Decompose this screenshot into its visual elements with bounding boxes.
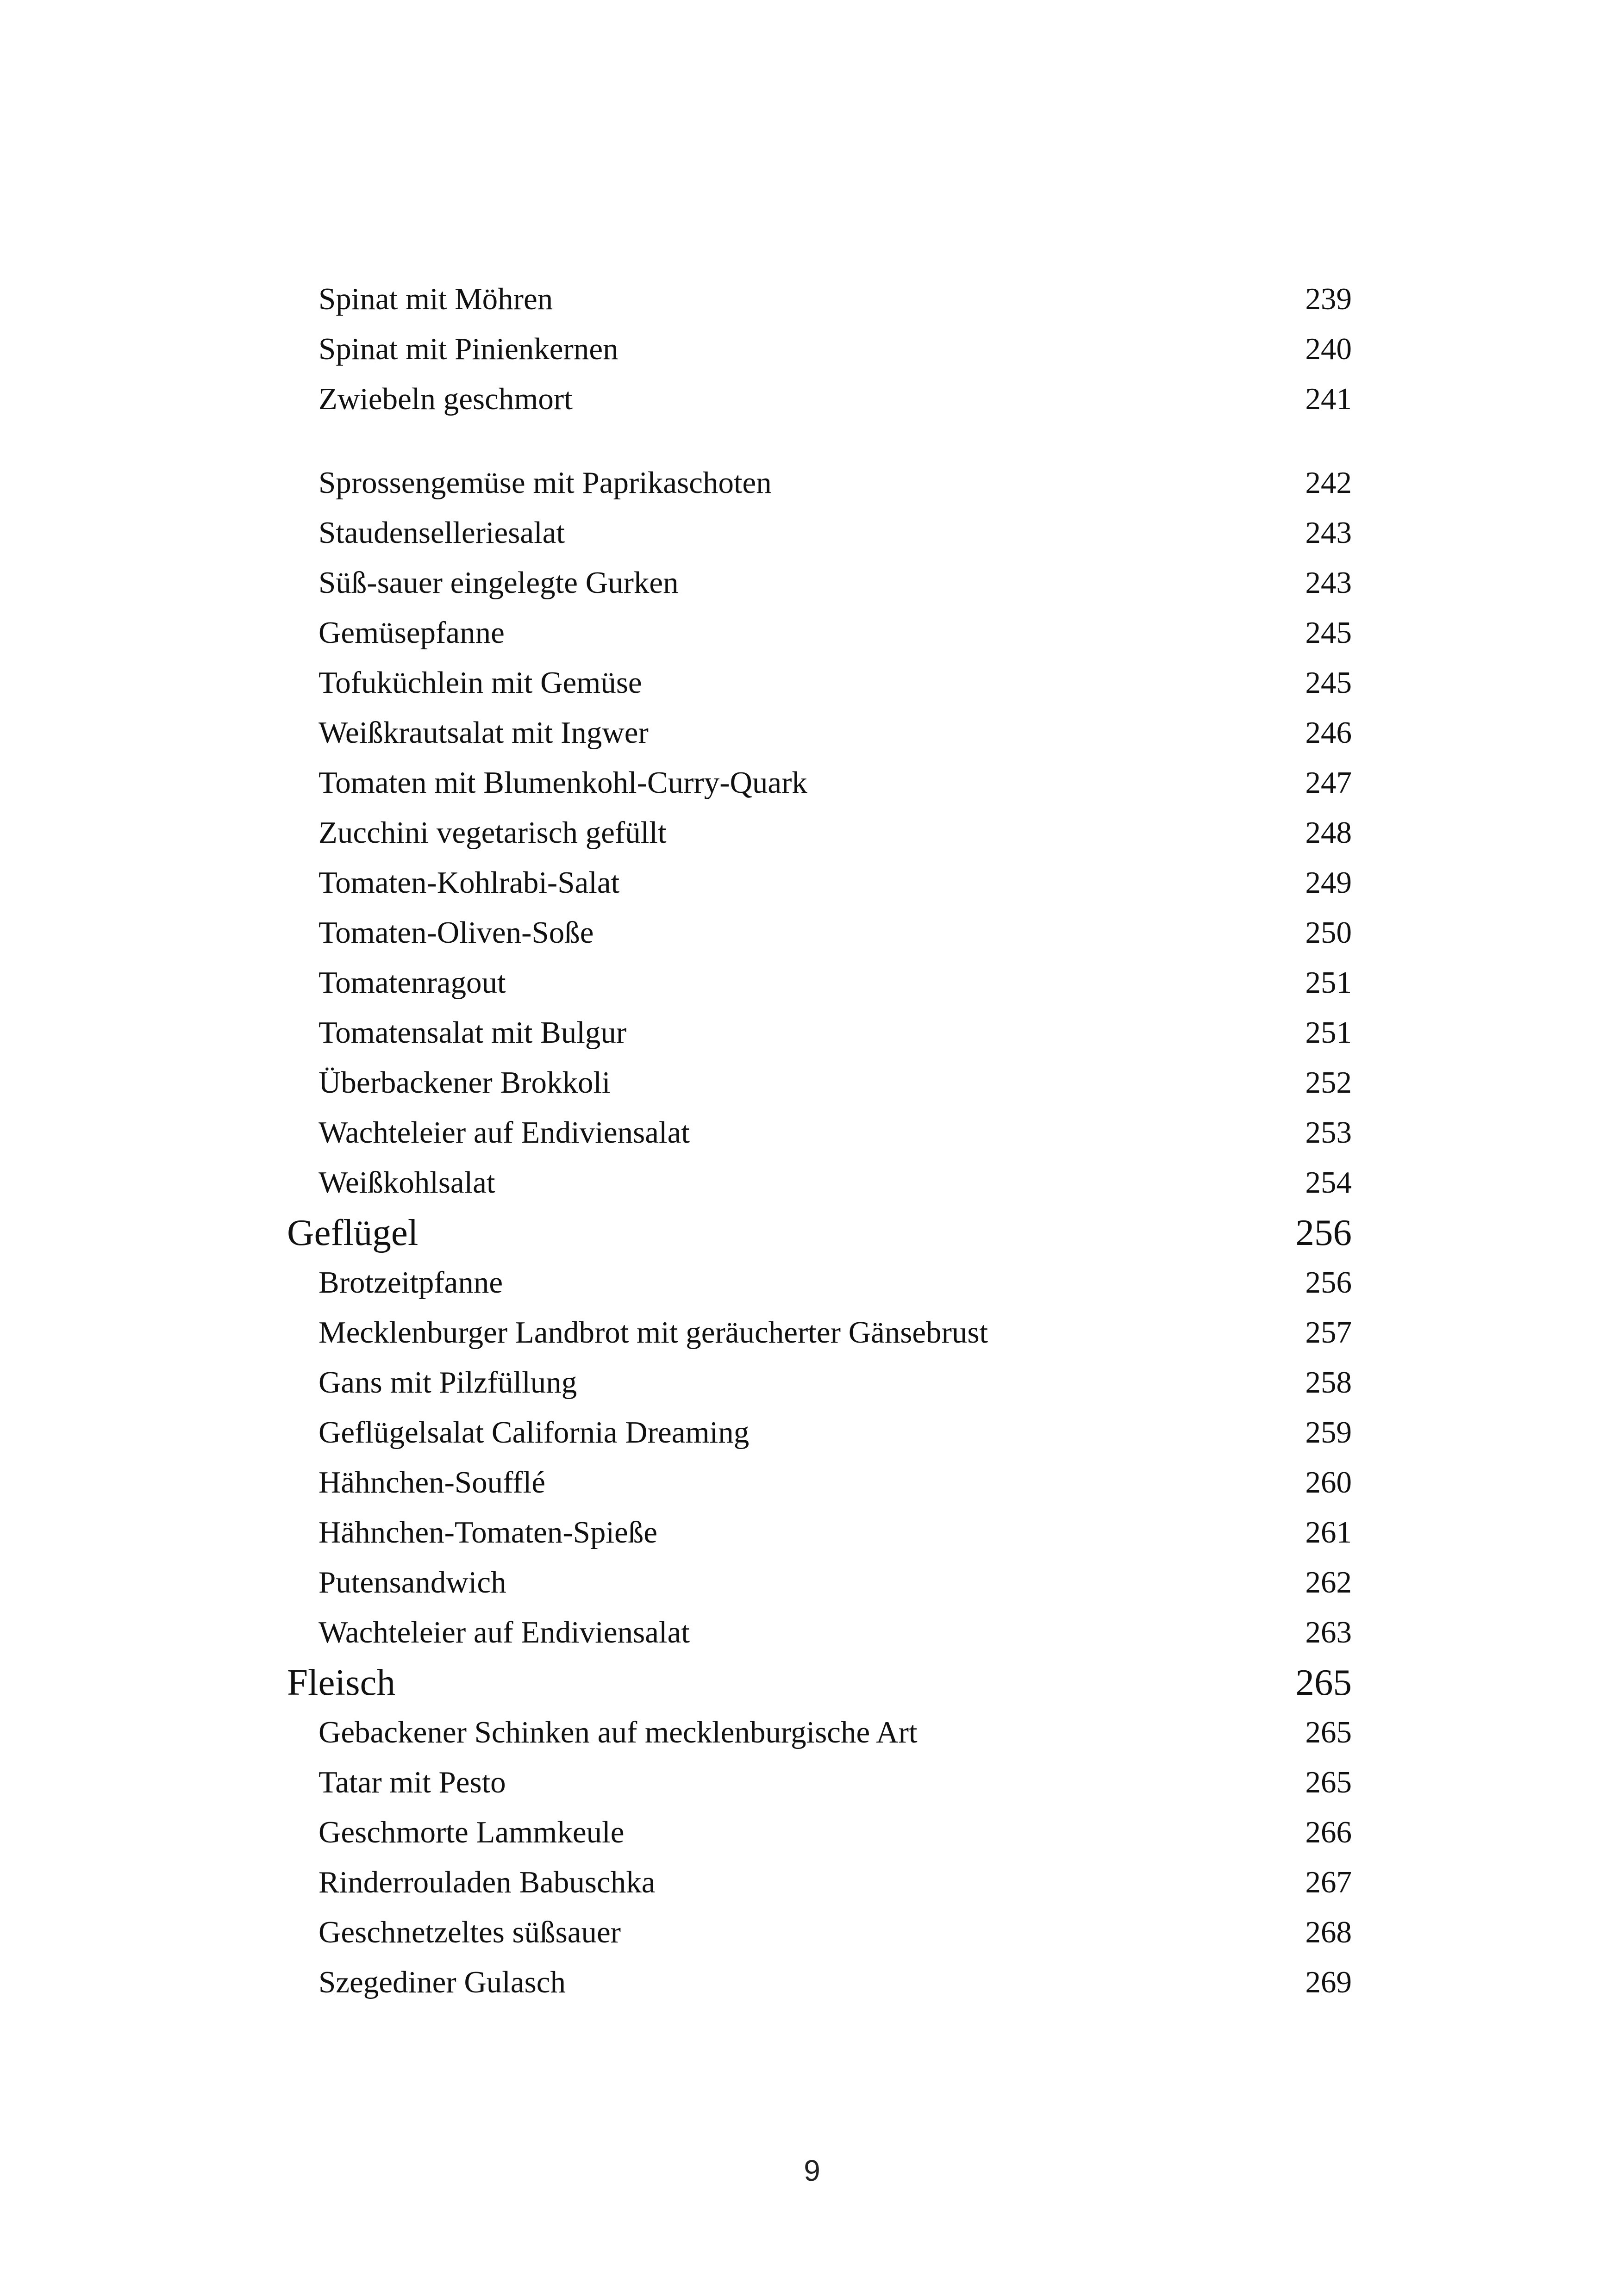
toc-entry <box>287 908 1352 958</box>
toc-entry-page: 256 <box>1305 1265 1352 1300</box>
toc-entry-page: 241 <box>1305 382 1352 416</box>
toc-entry-title: Tomaten-Oliven-Soße <box>319 915 594 950</box>
toc-entry-page: 266 <box>1305 1815 1352 1849</box>
toc-entry-title: Putensandwich <box>319 1565 506 1599</box>
toc-entry-page: 240 <box>1305 332 1352 366</box>
toc-entry-page: 250 <box>1305 915 1352 950</box>
toc-section-heading <box>287 1207 1352 1257</box>
toc-entry-page: 267 <box>1305 1865 1352 1899</box>
toc-entry-page: 242 <box>1305 466 1352 500</box>
toc-entry <box>287 324 1352 374</box>
toc-entry-title: Tofuküchlein mit Gemüse <box>319 666 642 700</box>
toc-entry <box>287 1557 1352 1607</box>
toc-entry <box>287 1957 1352 2007</box>
toc-entry-title: Geflügelsalat California Dreaming <box>319 1415 750 1450</box>
toc-entry <box>287 1357 1352 1407</box>
toc-entry <box>287 274 1352 324</box>
toc-entry-title: Tomatenragout <box>319 965 506 1000</box>
toc-entry <box>287 1008 1352 1058</box>
toc-entry-page: 246 <box>1305 716 1352 750</box>
toc-entry <box>287 958 1352 1008</box>
toc-entry <box>287 1108 1352 1157</box>
toc-entry-page: 263 <box>1305 1615 1352 1649</box>
toc-entry-title: Geschnetzeltes süßsauer <box>319 1915 621 1949</box>
toc-entry <box>287 1907 1352 1957</box>
toc-entry-page: 243 <box>1305 566 1352 600</box>
toc-entry <box>287 374 1352 424</box>
page-number: 9 <box>804 2154 820 2187</box>
toc-entry <box>287 1058 1352 1108</box>
table-of-contents <box>287 274 1352 2007</box>
toc-entry <box>287 708 1352 758</box>
toc-entry-page: 265 <box>1305 1765 1352 1799</box>
toc-entry-page: 249 <box>1305 865 1352 900</box>
toc-entry-page: 252 <box>1305 1065 1352 1100</box>
toc-entry-page: 243 <box>1305 516 1352 550</box>
toc-entry-title: Gemüsepfanne <box>319 616 505 650</box>
toc-entry-page: 258 <box>1305 1365 1352 1400</box>
toc-entry <box>287 758 1352 808</box>
toc-entry-title: Überbackener Brokkoli <box>319 1065 611 1100</box>
toc-entry-title: Hähnchen-Tomaten-Spieße <box>319 1515 658 1549</box>
toc-entry-title: Spinat mit Pinienkernen <box>319 332 618 366</box>
toc-entry-title: Tomaten-Kohlrabi-Salat <box>319 865 620 900</box>
toc-entry-page: 245 <box>1305 666 1352 700</box>
toc-entry-page: 253 <box>1305 1115 1352 1150</box>
toc-entry-title: Rinderrouladen Babuschka <box>319 1865 656 1899</box>
toc-entry-page: 257 <box>1305 1315 1352 1350</box>
toc-entry-title: Weißkrautsalat mit Ingwer <box>319 716 649 750</box>
toc-entry-page: 247 <box>1305 765 1352 800</box>
toc-entry <box>287 1257 1352 1307</box>
toc-entry-page: 261 <box>1305 1515 1352 1549</box>
toc-section-title: Geflügel <box>287 1212 418 1253</box>
toc-entry-title: Wachteleier auf Endiviensalat <box>319 1615 690 1649</box>
toc-entry-title: Süß-sauer eingelegte Gurken <box>319 566 679 600</box>
toc-section-page: 256 <box>1295 1212 1352 1253</box>
toc-entry-title: Mecklenburger Landbrot mit geräucherter Gänsebrust <box>319 1315 988 1350</box>
toc-entry <box>287 1307 1352 1357</box>
toc-entry <box>287 1407 1352 1457</box>
toc-entry-title: Zwiebeln geschmort <box>319 382 573 416</box>
toc-entry <box>287 858 1352 908</box>
toc-entry-title: Tomatensalat mit Bulgur <box>319 1015 627 1050</box>
toc-entry-title: Szegediner Gulasch <box>319 1965 566 1999</box>
toc-entry-page: 259 <box>1305 1415 1352 1450</box>
toc-entry-page: 269 <box>1305 1965 1352 1999</box>
toc-entry <box>287 1857 1352 1907</box>
toc-entry <box>287 608 1352 658</box>
toc-entry <box>287 508 1352 558</box>
toc-entry-title: Brotzeitpfanne <box>319 1265 503 1300</box>
toc-entry <box>287 1457 1352 1507</box>
toc-entry <box>287 558 1352 608</box>
toc-section-title: Fleisch <box>287 1661 395 1703</box>
toc-entry-page: 268 <box>1305 1915 1352 1949</box>
toc-entry-page: 251 <box>1305 1015 1352 1050</box>
toc-entry <box>287 1807 1352 1857</box>
toc-section-heading <box>287 1657 1352 1707</box>
toc-entry-page: 245 <box>1305 616 1352 650</box>
toc-entry-page: 251 <box>1305 965 1352 1000</box>
toc-entry-page: 260 <box>1305 1465 1352 1500</box>
toc-entry-title: Spinat mit Möhren <box>319 282 553 316</box>
toc-entry-title: Tomaten mit Blumenkohl-Curry-Quark <box>319 765 807 800</box>
toc-entry <box>287 1707 1352 1757</box>
toc-entry-title: Tatar mit Pesto <box>319 1765 506 1799</box>
toc-entry-title: Staudenselleriesalat <box>319 516 565 550</box>
toc-entry-title: Zucchini vegetarisch gefüllt <box>319 815 667 850</box>
toc-entry-title: Geschmorte Lammkeule <box>319 1815 625 1849</box>
toc-section-page: 265 <box>1295 1661 1352 1703</box>
toc-entry-title: Sprossengemüse mit Paprikaschoten <box>319 466 772 500</box>
toc-entry <box>287 1607 1352 1657</box>
toc-entry-page: 262 <box>1305 1565 1352 1599</box>
toc-entry-page: 254 <box>1305 1165 1352 1200</box>
toc-entry-title: Wachteleier auf Endiviensalat <box>319 1115 690 1150</box>
toc-entry-title: Hähnchen-Soufflé <box>319 1465 545 1500</box>
toc-entry-page: 265 <box>1305 1715 1352 1749</box>
toc-entry <box>287 458 1352 508</box>
toc-entry-page: 239 <box>1305 282 1352 316</box>
toc-entry <box>287 1507 1352 1557</box>
toc-entry <box>287 1757 1352 1807</box>
toc-entry-title: Weißkohlsalat <box>319 1165 495 1200</box>
toc-entry <box>287 658 1352 708</box>
toc-entry <box>287 1157 1352 1207</box>
toc-entry-page: 248 <box>1305 815 1352 850</box>
toc-entry-title: Gans mit Pilzfüllung <box>319 1365 577 1400</box>
toc-entry-title: Gebackener Schinken auf mecklenburgische Art <box>319 1715 918 1749</box>
toc-entry <box>287 808 1352 858</box>
